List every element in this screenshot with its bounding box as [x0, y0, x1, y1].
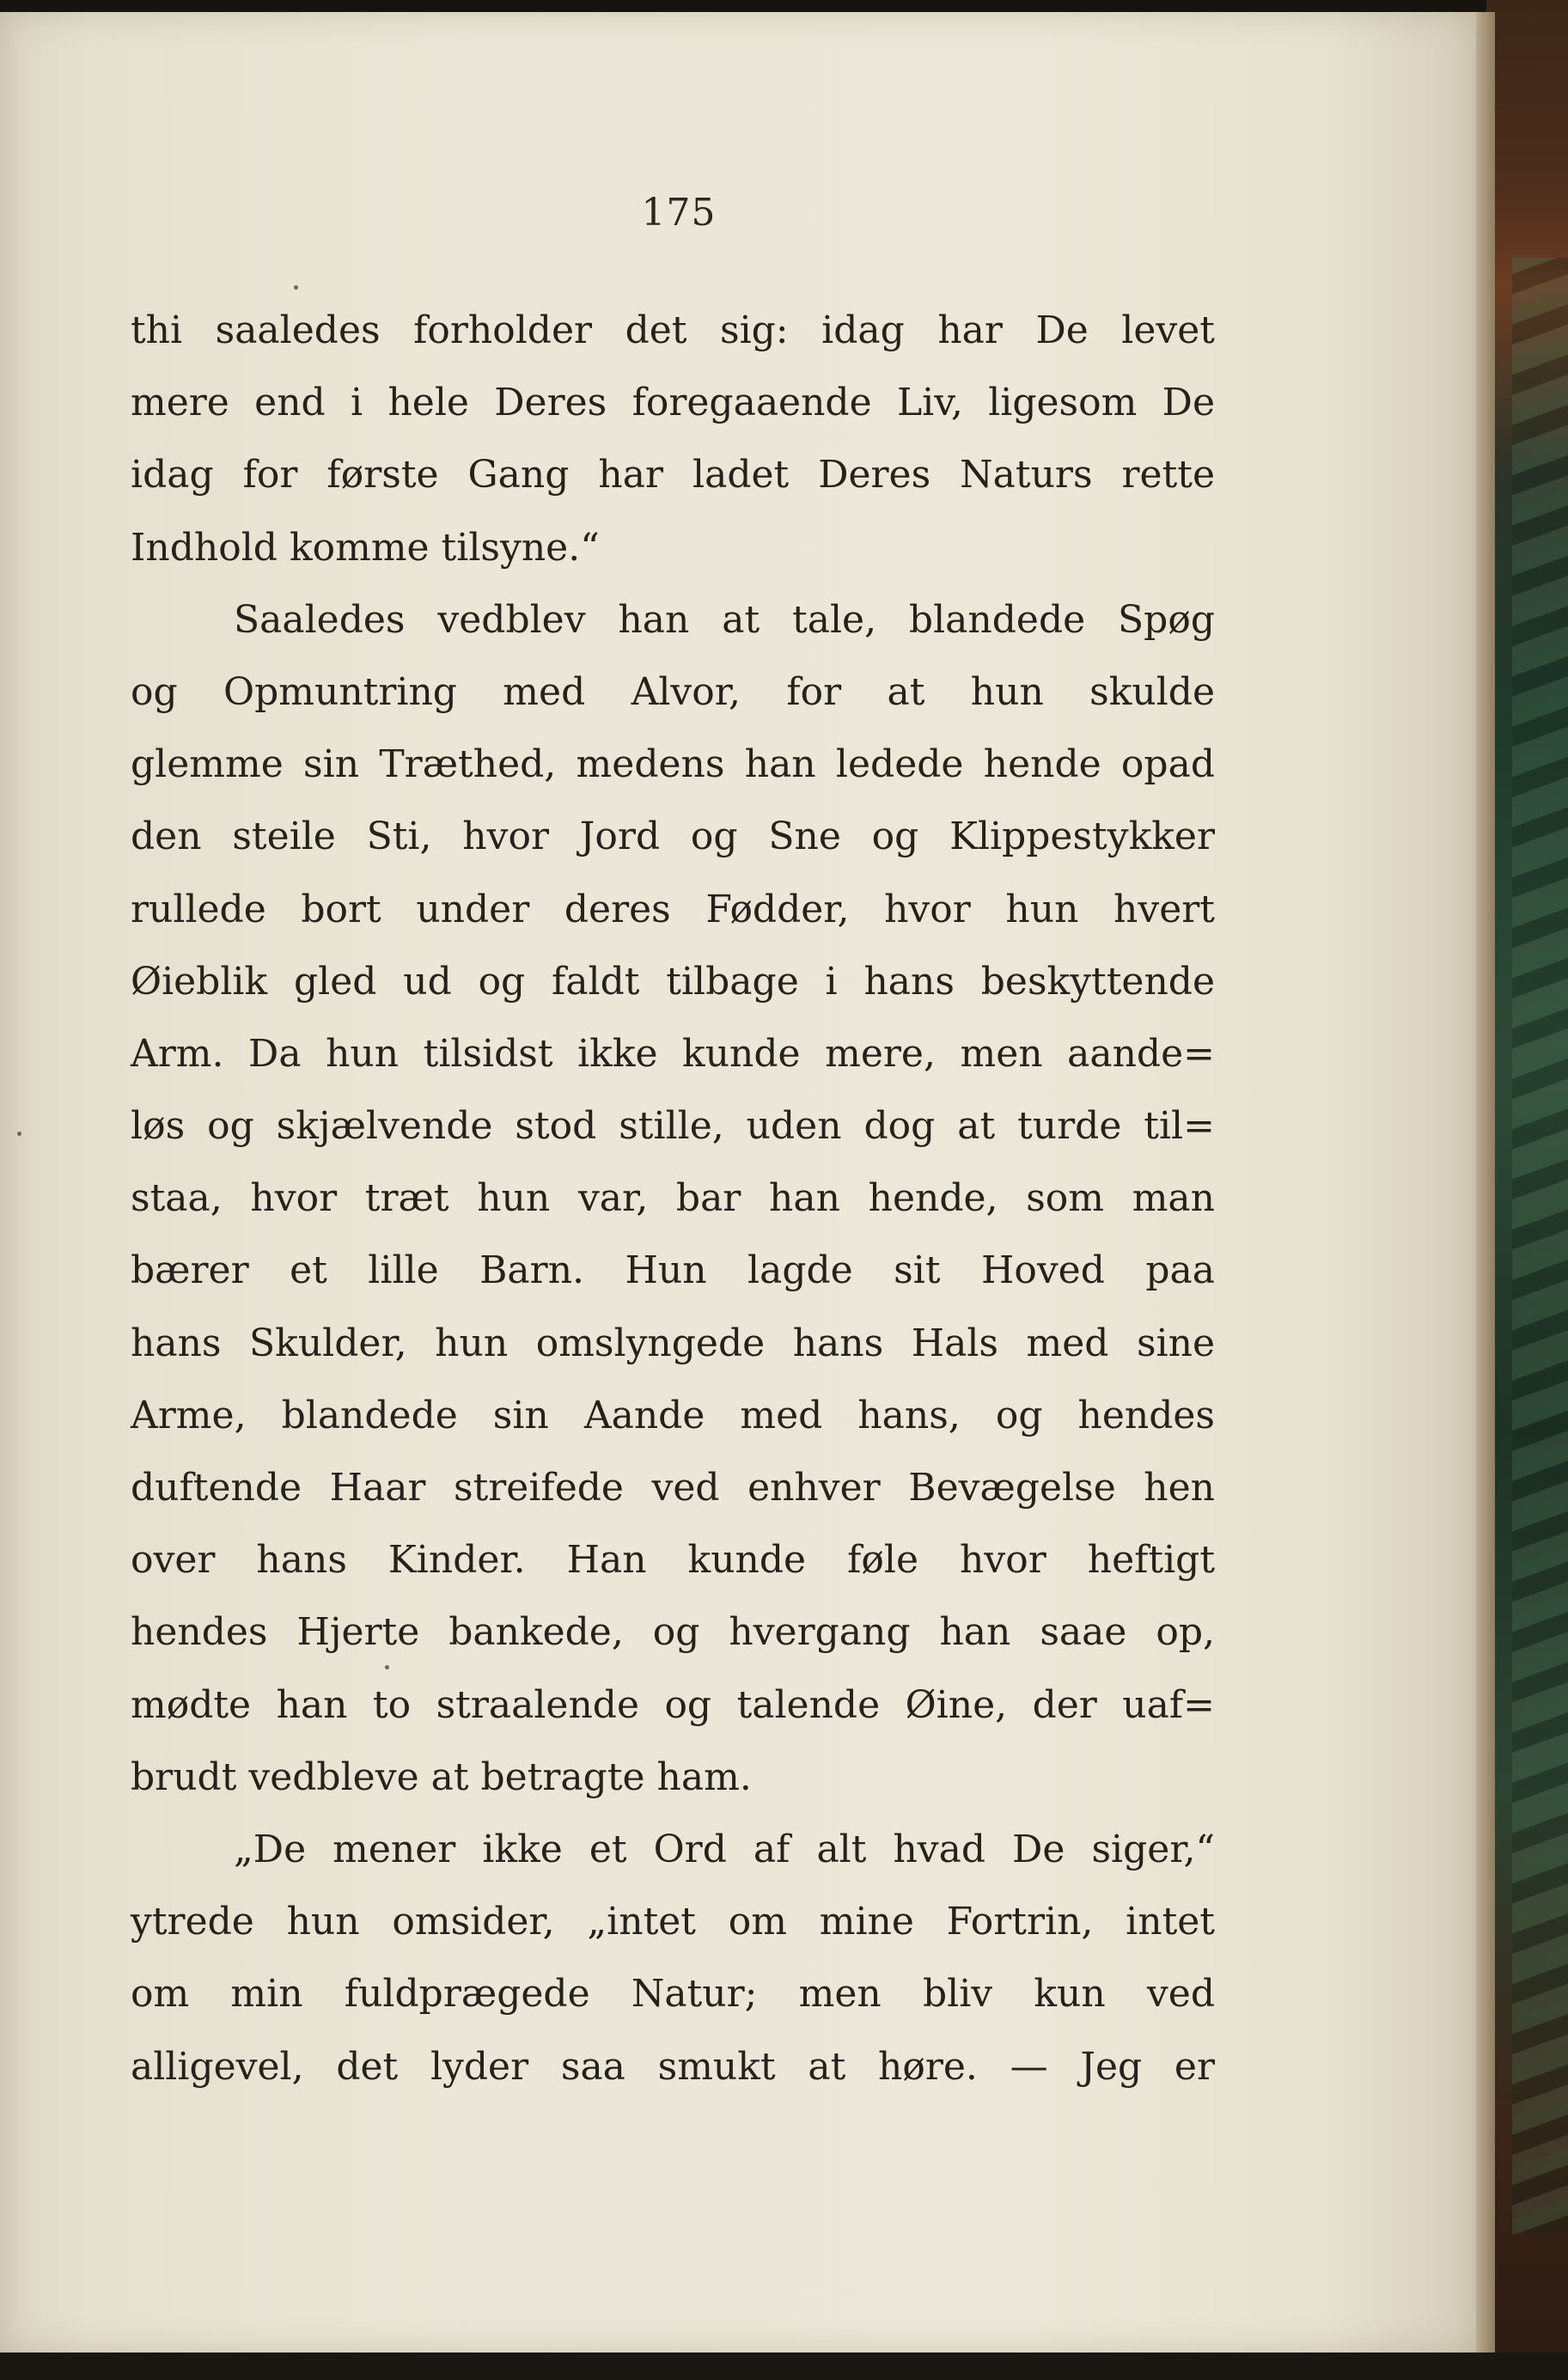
- text-line: alligevel, det lyder saa smukt at høre. — Jeg er: [131, 2044, 1215, 2089]
- marbled-cover: [1512, 258, 1568, 2234]
- page-number: 175: [641, 191, 717, 235]
- paper-speck: [17, 1132, 21, 1136]
- text-line: mere end i hele Deres foregaaende Liv, ligesom De: [131, 381, 1215, 425]
- text-line: staa, hvor træt hun var, bar han hende, som man: [131, 1176, 1215, 1221]
- body-text: [131, 295, 1215, 2103]
- text-line: Arme, blandede sin Aande med hans, og hendes: [131, 1393, 1215, 1437]
- text-line: bærer et lille Barn. Hun lagde sit Hoved paa: [131, 1248, 1215, 1293]
- paper-speck: [294, 285, 298, 290]
- text-line: og Opmuntring med Alvor, for at hun skulde: [131, 669, 1215, 714]
- text-line: thi saaledes forholder det sig: idag har De levet: [131, 308, 1215, 352]
- text-line: „De mener ikke et Ord af alt hvad De siger,“: [234, 1827, 1215, 1871]
- text-line: duftende Haar streifede ved enhver Bevægelse hen: [131, 1466, 1215, 1510]
- text-line: glemme sin Træthed, medens han ledede hende opad: [131, 742, 1215, 787]
- text-line: Saaledes vedblev han at tale, blandede Spøg: [234, 597, 1215, 642]
- text-line: Indhold komme tilsyne.“: [131, 525, 600, 570]
- bottom-shadow: [0, 2353, 1568, 2380]
- text-line: Arm. Da hun tilsidst ikke kunde mere, men aande=: [131, 1031, 1215, 1076]
- text-line: brudt vedbleve at betragte ham.: [131, 1754, 752, 1799]
- text-line: om min fuldprægede Natur; men bliv kun ved: [131, 1972, 1215, 2017]
- text-line: rullede bort under deres Fødder, hvor hun hvert: [131, 887, 1215, 931]
- text-line: hendes Hjerte bankede, og hvergang han saae op,: [131, 1610, 1215, 1655]
- text-line: Øieblik gled ud og faldt tilbage i hans beskyttende: [131, 959, 1215, 1004]
- text-line: ytrede hun omsider, „intet om mine Fortrin, intet: [131, 1900, 1215, 1944]
- text-line: hans Skulder, hun omslyngede hans Hals med sine: [131, 1321, 1215, 1365]
- text-line: den steile Sti, hvor Jord og Sne og Klippestykker: [131, 815, 1215, 859]
- text-line: mødte han to straalende og talende Øine, der uaf=: [131, 1682, 1215, 1727]
- text-line: idag for første Gang har ladet Deres Naturs rette: [131, 453, 1215, 497]
- text-line: over hans Kinder. Han kunde føle hvor heftigt: [131, 1538, 1215, 1583]
- text-line: løs og skjælvende stod stille, uden dog at turde til=: [131, 1104, 1215, 1149]
